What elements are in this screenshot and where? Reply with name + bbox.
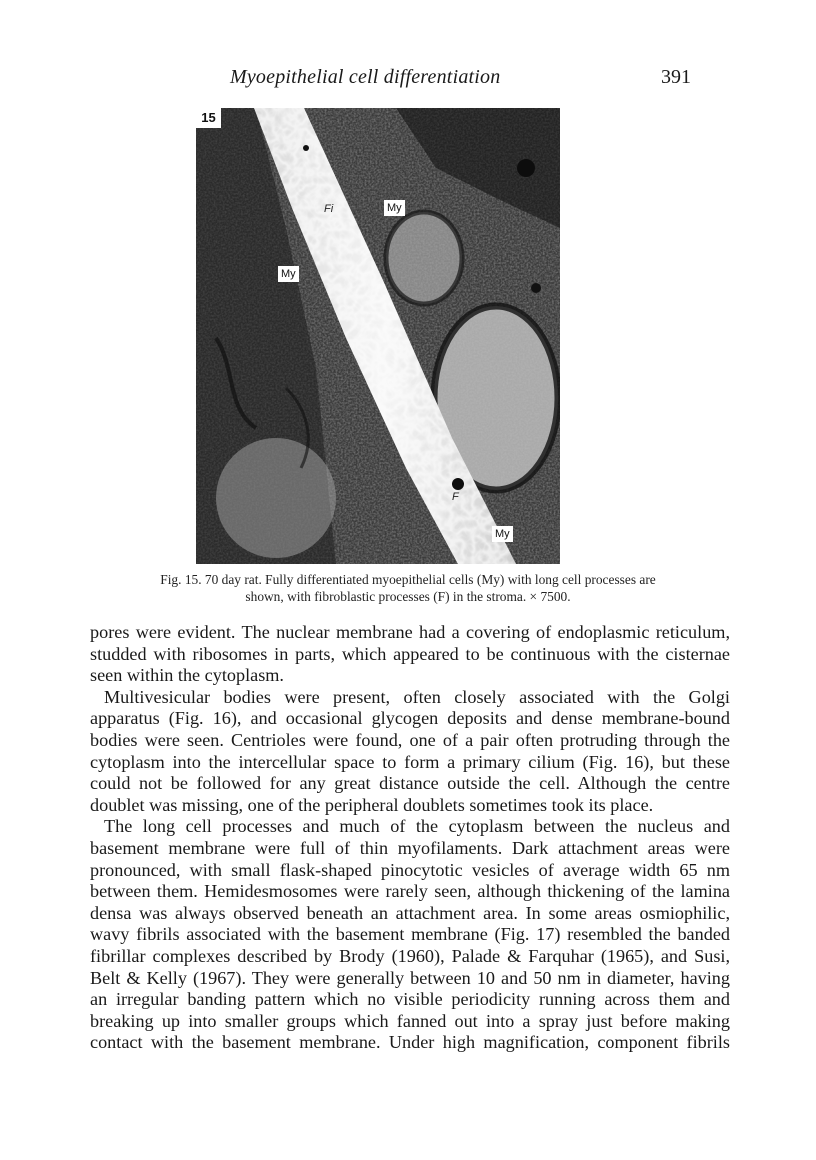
page-number: 391 bbox=[661, 66, 691, 88]
text-line: densa was always observed beneath an attachment area. In some areas osmiophilic, bbox=[90, 902, 730, 923]
body-text bbox=[90, 622, 730, 1054]
text-line: bodies were seen. Centrioles were found, one of a pair often protruding through the bbox=[90, 729, 730, 750]
text-line: The long cell processes and much of the cytoplasm between the nucleus and bbox=[104, 816, 730, 837]
figure-caption bbox=[116, 571, 700, 605]
text-line: Multivesicular bodies were present, often closely associated with the Golgi bbox=[104, 686, 730, 707]
text-line: pronounced, with small flask-shaped pinocytotic vesicles of average width 65 nm bbox=[90, 859, 730, 880]
running-head bbox=[0, 66, 816, 90]
text-line: fibrillar complexes described by Brody (1960), Palade & Farquhar (1965), and Susi, bbox=[90, 945, 730, 966]
label-my-top: My bbox=[384, 200, 405, 216]
text-line: could not be followed for any great distance outside the cell. Although the centre bbox=[90, 773, 730, 794]
label-fi: Fi bbox=[324, 203, 334, 215]
text-line: pores were evident. The nuclear membrane had a covering of endoplasmic reticulum, bbox=[90, 622, 730, 642]
text-line: basement membrane were full of thin myofilaments. Dark attachment areas were bbox=[90, 837, 730, 858]
text-line: between them. Hemidesmosomes were rarely seen, although thickening of the lamina bbox=[90, 881, 730, 902]
text-line: contact with the basement membrane. Under high magnification, component fibrils bbox=[90, 1032, 730, 1053]
text-line: breaking up into smaller groups which fanned out into a spray just before making bbox=[90, 1010, 730, 1031]
caption-line: shown, with fibroblastic processes (F) in the stroma. × 7500. bbox=[245, 589, 571, 604]
running-title: Myoepithelial cell differentiation bbox=[230, 66, 501, 88]
caption-line: Fig. 15. 70 day rat. Fully differentiated myoepithelial cells (My) with long cell processes are bbox=[160, 572, 656, 587]
text-line: an irregular banding pattern which no visible periodicity running across them and bbox=[90, 989, 730, 1010]
text-line: doublet was missing, one of the peripheral doublets sometimes took its place. bbox=[90, 794, 654, 815]
text-line: cytoplasm into the intercellular space to form a primary cilium (Fig. 16), but these bbox=[90, 751, 730, 772]
text-line: apparatus (Fig. 16), and occasional glycogen deposits and dense membrane-bound bbox=[90, 708, 730, 729]
micrograph-image bbox=[196, 108, 560, 564]
text-line: seen within the cytoplasm. bbox=[90, 665, 284, 686]
label-f: F bbox=[452, 491, 459, 503]
figure-number-tag: 15 bbox=[196, 108, 221, 128]
text-line: Belt & Kelly (1967). They were generally between 10 and 50 nm in diameter, having bbox=[90, 967, 730, 988]
label-my-bottom: My bbox=[492, 526, 513, 542]
text-line: studded with ribosomes in parts, which appeared to be continuous with the cisternae bbox=[90, 643, 730, 664]
label-my-left: My bbox=[278, 266, 299, 282]
text-line: wavy fibrils associated with the basement membrane (Fig. 17) resembled the banded bbox=[90, 924, 730, 945]
figure-15-micrograph bbox=[196, 108, 560, 564]
